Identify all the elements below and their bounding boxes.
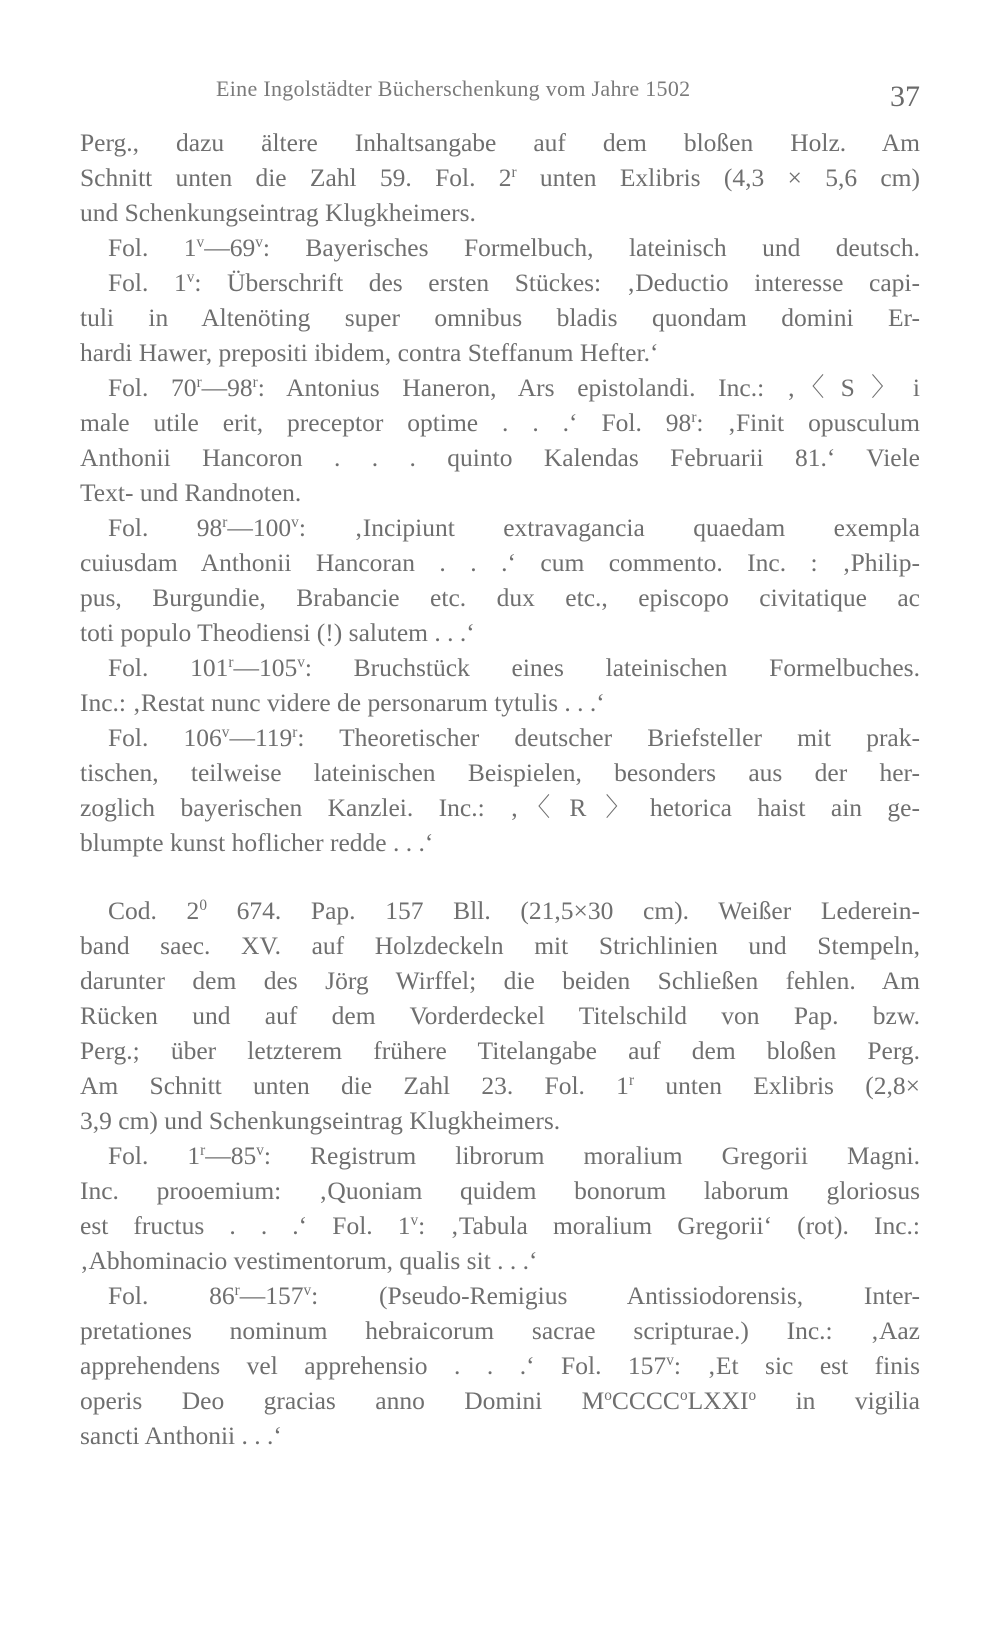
superscript: r — [511, 163, 517, 181]
text-span: —85 — [205, 1141, 257, 1170]
superscript: r — [234, 1281, 240, 1299]
superscript: v — [186, 268, 195, 286]
text-span: —105 — [233, 653, 298, 682]
text-line — [80, 405, 920, 441]
text-span: : Theoretischer deutscher Briefsteller mit prak- — [297, 723, 920, 752]
text-line — [80, 1383, 920, 1419]
text-span: Fol. 1 — [108, 1141, 201, 1170]
text-line — [80, 1348, 920, 1384]
text-span: : ‚Et sic est finis — [673, 1351, 920, 1380]
superscript: r — [200, 1141, 206, 1159]
text-line — [108, 510, 920, 546]
text-line — [80, 300, 920, 336]
text-line — [80, 160, 920, 196]
text-line — [80, 1103, 920, 1139]
text-span: Perg.; über letzterem frühere Titelangabe auf dem bloßen Perg. — [80, 1036, 920, 1065]
superscript: r — [628, 1071, 635, 1089]
superscript: r — [691, 408, 697, 426]
text-span: hardi Hawer, prepositi ibidem, contra Steffanum Hefter.‘ — [80, 338, 659, 367]
text-span: CCCC — [611, 1386, 680, 1415]
text-span: —69 — [204, 233, 256, 262]
text-span: unten Exlibris (2,8× — [634, 1071, 920, 1100]
text-line — [80, 790, 920, 826]
text-span: Fol. 70 — [108, 373, 197, 402]
text-line — [80, 928, 920, 964]
superscript: r — [196, 373, 202, 391]
text-span: in vigilia — [756, 1386, 920, 1415]
text-span: operis Deo gracias anno Domini M — [80, 1386, 605, 1415]
text-line — [80, 1418, 920, 1454]
text-span: : Registrum librorum moralium Gregorii Magni. — [263, 1141, 920, 1170]
text-span: Fol. 1 — [108, 233, 197, 262]
text-span: blumpte kunst hoflicher redde . . .‘ — [80, 828, 434, 857]
text-line — [108, 230, 920, 266]
superscript: v — [256, 1141, 264, 1159]
text-span: 3,9 cm) und Schenkungseintrag Klugkheimers. — [80, 1106, 561, 1135]
text-span: pus, Burgundie, Brabancie etc. dux etc., episcopo civitatique ac — [80, 583, 920, 612]
text-span: Schnitt unten die Zahl 59. Fol. 2 — [80, 163, 512, 192]
text-span: Fol. 86 — [108, 1281, 235, 1310]
text-span: —119 — [229, 723, 293, 752]
text-line — [80, 1173, 920, 1209]
text-line — [80, 475, 920, 511]
text-span: tischen, teilweise lateinischen Beispielen, besonders aus der her- — [80, 758, 920, 787]
text-line — [80, 545, 920, 581]
text-span: : Antonius Haneron, Ars epistolandi. Inc.: ‚〈S〉i — [257, 373, 920, 402]
text-span: : ‚Finit opusculum — [696, 408, 920, 437]
text-line — [108, 893, 920, 929]
text-span: zoglich bayerischen Kanzlei. Inc.: ‚〈R〉hetorica haist ain ge- — [80, 793, 920, 822]
text-span: tuli in Altenöting super omnibus bladis quondam domini Er- — [80, 303, 920, 332]
text-line — [80, 125, 920, 161]
text-line — [80, 580, 920, 616]
text-span: —100 — [227, 513, 292, 542]
text-span: Inc. prooemium: ‚Quoniam quidem bonorum laborum gloriosus — [80, 1176, 920, 1205]
text-span: apprehendens vel apprehensio . . .‘ Fol. 157 — [80, 1351, 667, 1380]
text-span: Perg., dazu ältere Inhaltsangabe auf dem bloßen Holz. Am — [80, 128, 920, 157]
text-span: toti populo Theodiensi (!) salutem . . .‘ — [80, 618, 475, 647]
text-span: cuiusdam Anthonii Hancoran . . .‘ cum commento. Inc. : ‚Philip- — [80, 548, 920, 577]
text-line — [80, 998, 920, 1034]
superscript: r — [252, 373, 258, 391]
text-span: und Schenkungseintrag Klugkheimers. — [80, 198, 476, 227]
text-span: sancti Anthonii . . .‘ — [80, 1421, 282, 1450]
text-line — [80, 1313, 920, 1349]
text-span: LXXI — [687, 1386, 749, 1415]
superscript: o — [604, 1386, 612, 1404]
text-span: band saec. XV. auf Holzdeckeln mit Strichlinien und Stempeln, — [80, 931, 920, 960]
text-span: Fol. 101 — [108, 653, 229, 682]
text-span: ‚Abhominacio vestimentorum, qualis sit . . .‘ — [80, 1246, 538, 1275]
text-span: : Überschrift des ersten Stückes: ‚Deductio interesse capi- — [194, 268, 920, 297]
text-line — [80, 335, 920, 371]
text-line — [108, 1138, 920, 1174]
text-line — [108, 720, 920, 756]
text-span: : (Pseudo-Remigius Antissiodorensis, Inter- — [311, 1281, 920, 1310]
text-line — [80, 1033, 920, 1069]
superscript: o — [679, 1386, 688, 1404]
text-span: Fol. 1 — [108, 268, 187, 297]
text-line — [108, 370, 920, 406]
text-span: Cod. 2 — [108, 896, 200, 925]
text-span: unten Exlibris (4,3 × 5,6 cm) — [516, 163, 920, 192]
text-line — [80, 440, 920, 476]
superscript: o — [748, 1386, 757, 1404]
text-line — [80, 963, 920, 999]
text-span: Am Schnitt unten die Zahl 23. Fol. 1 — [80, 1071, 629, 1100]
text-span: darunter dem des Jörg Wirffel; die beiden Schließen fehlen. Am — [80, 966, 920, 995]
text-span: Anthonii Hancoron . . . quinto Kalendas Februarii 81.‘ Viele — [80, 443, 920, 472]
text-span: male utile erit, preceptor optime . . .‘ Fol. 98 — [80, 408, 692, 437]
text-span: Inc.: ‚Restat nunc videre de personarum tytulis . . .‘ — [80, 688, 605, 717]
text-line — [108, 1278, 920, 1314]
text-line — [108, 265, 920, 301]
text-line — [80, 615, 920, 651]
text-line — [108, 650, 920, 686]
running-title: Eine Ingolstädter Bücherschenkung vom Jahre 1502 — [216, 76, 691, 101]
text-span: Rücken und auf dem Vorderdeckel Titelschild von Pap. bzw. — [80, 1001, 920, 1030]
superscript: v — [291, 513, 299, 531]
superscript: r — [228, 653, 234, 671]
text-line — [80, 685, 920, 721]
text-span: Text- und Randnoten. — [80, 478, 302, 507]
superscript: v — [297, 653, 305, 671]
superscript: v — [666, 1351, 674, 1369]
superscript: v — [196, 233, 205, 251]
text-line — [80, 825, 920, 861]
text-span: Fol. 98 — [108, 513, 223, 542]
text-line — [80, 1068, 920, 1104]
superscript: v — [303, 1281, 312, 1299]
text-span: —98 — [201, 373, 253, 402]
text-line — [80, 195, 920, 231]
superscript: v — [255, 233, 263, 251]
text-span: est fructus . . .‘ Fol. 1 — [80, 1211, 411, 1240]
text-span: Fol. 106 — [108, 723, 222, 752]
page-number: 37 — [890, 80, 920, 113]
text-span: : Bruchstück eines lateinischen Formelbuches. — [304, 653, 920, 682]
superscript: v — [410, 1211, 419, 1229]
superscript: r — [222, 513, 228, 531]
text-span: 674. Pap. 157 Bll. (21,5×30 cm). Weißer Lederein- — [206, 896, 920, 925]
text-line — [80, 755, 920, 791]
text-span: pretationes nominum hebraicorum sacrae scripturae.) Inc.: ‚Aaz — [80, 1316, 920, 1345]
text-line — [80, 1243, 920, 1279]
text-span: : ‚Tabula moralium Gregorii‘ (rot). Inc.: — [418, 1211, 920, 1240]
text-line — [80, 1208, 920, 1244]
superscript: 0 — [199, 896, 207, 914]
superscript: v — [221, 723, 230, 741]
superscript: r — [292, 723, 298, 741]
text-span: : ‚Incipiunt extravagancia quaedam exempla — [298, 513, 920, 542]
text-span: —157 — [239, 1281, 304, 1310]
page-header — [80, 72, 920, 112]
text-span: : Bayerisches Formelbuch, lateinisch und deutsch. — [262, 233, 920, 262]
